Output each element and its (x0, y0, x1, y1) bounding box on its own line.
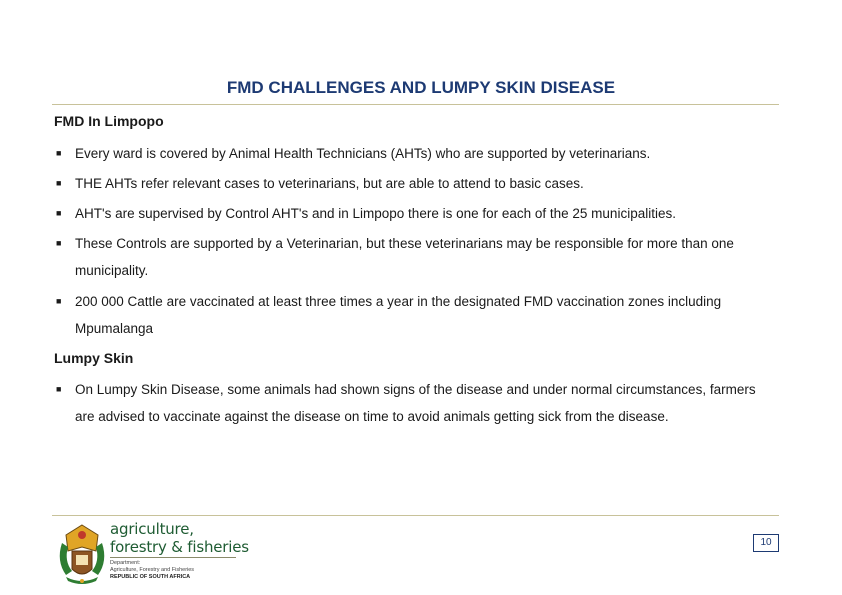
bullet-text: THE AHTs refer relevant cases to veterinarians, but are able to attend to basic cases. (75, 176, 584, 191)
bullet-text: On Lumpy Skin Disease, some animals had shown signs of the disease and under normal circumstances, farmers are advised to vaccinate against the disease on time to avoid animals getting sick from the disease. (75, 382, 756, 424)
bullet-item (56, 170, 761, 197)
footer-divider (52, 515, 779, 516)
logo-wordmark-line2: forestry & fisheries (110, 538, 249, 556)
bullet-marker-icon: ■ (56, 178, 62, 188)
bullet-item (56, 200, 761, 227)
bullet-marker-icon: ■ (56, 296, 62, 306)
bullet-text: AHT's are supervised by Control AHT's and in Limpopo there is one for each of the 25 municipalities. (75, 206, 676, 221)
logo-wordmark-line1: agriculture, (110, 520, 194, 538)
country-name: REPUBLIC OF SOUTH AFRICA (110, 574, 191, 580)
department-name: Agriculture, Forestry and Fisheries (110, 567, 195, 573)
bullet-text: Every ward is covered by Animal Health Technicians (AHTs) who are supported by veterinarians. (75, 146, 651, 161)
bullet-text: 200 000 Cattle are vaccinated at least three times a year in the designated FMD vaccination zones including Mpumalanga (75, 294, 722, 336)
section-heading-fmd: FMD In Limpopo (54, 113, 164, 129)
page-number: 10 (753, 534, 779, 552)
title-divider (52, 104, 779, 105)
logo-divider (110, 557, 236, 558)
bullet-item (56, 376, 761, 430)
section-heading-lumpy-skin: Lumpy Skin (54, 350, 134, 366)
bullet-marker-icon: ■ (56, 384, 62, 394)
slide-title: FMD CHALLENGES AND LUMPY SKIN DISEASE (226, 78, 616, 97)
bullet-text: These Controls are supported by a Veterinarian, but these veterinarians may be responsible for more than one municipality. (75, 236, 734, 278)
bullet-marker-icon: ■ (56, 208, 62, 218)
bullet-item (56, 140, 761, 167)
coat-of-arms-icon (52, 521, 112, 587)
department-label: Department: (110, 560, 141, 566)
bullet-item (56, 288, 761, 342)
bullet-item (56, 230, 761, 284)
bullet-marker-icon: ■ (56, 238, 62, 248)
bullet-marker-icon: ■ (56, 148, 62, 158)
